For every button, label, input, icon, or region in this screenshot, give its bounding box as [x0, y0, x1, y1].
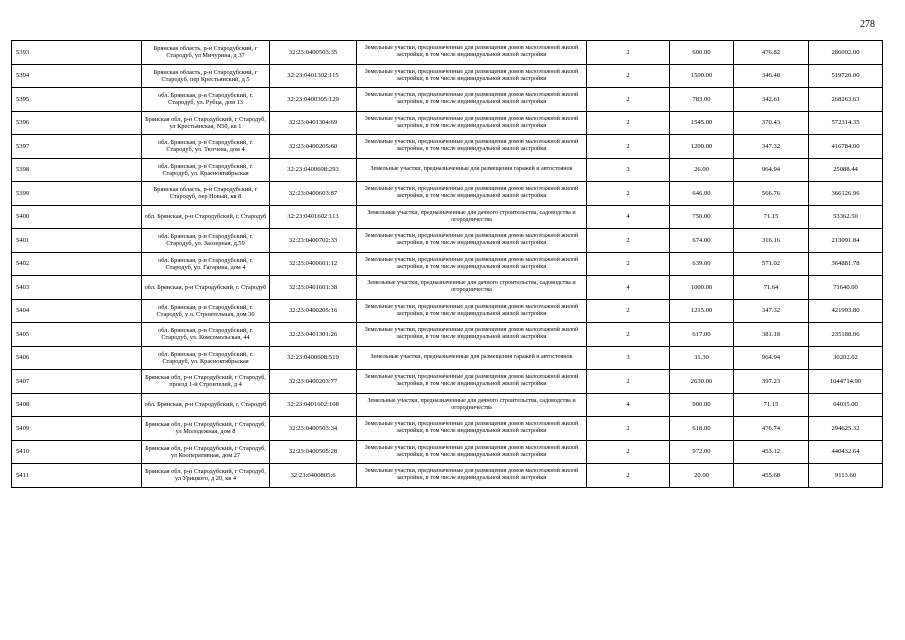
cadastral-number-cell: 32:23:0400601:12: [270, 252, 357, 276]
address-cell: обл. Брянская, р-н Стародубский, г. Стародуб, ул. Комсомольская, 44: [142, 323, 270, 347]
land-use-cell: Земельные участки, предназначенные для размещения домов малоэтажной жилой застройки, в том числе индивидуальной жилой застройки: [357, 182, 587, 206]
cadastral-value-cell: 294625.32: [809, 417, 883, 441]
use-group-cell: 2: [587, 252, 670, 276]
use-group-cell: 3: [587, 346, 670, 370]
use-group-cell: 4: [587, 276, 670, 300]
specific-value-cell: 964.94: [734, 346, 809, 370]
cadastral-value-cell: 53362.50: [809, 205, 883, 229]
record-number-cell: 5400: [12, 205, 142, 229]
use-group-cell: 2: [587, 440, 670, 464]
use-group-cell: 2: [587, 299, 670, 323]
table-row: [12, 417, 883, 441]
specific-value-cell: 476.74: [734, 417, 809, 441]
address-cell: Брянская обл, р-н Стародубский, г Стародуб, ул Кооперативная, дом 27: [142, 440, 270, 464]
address-cell: обл. Брянская, р-н Стародубский, г. Стародуб, ул. Тютчева, дом 4: [142, 135, 270, 159]
table-row: [12, 205, 883, 229]
area-cell: 617.00: [670, 323, 734, 347]
cadastral-number-cell: 32:23:0400505:28: [270, 440, 357, 464]
cadastral-number-cell: 32:23:0400702:33: [270, 229, 357, 253]
table-row: [12, 299, 883, 323]
address-cell: Брянская область, р-н Стародубский, г Стародуб, пер Новый, кв 8: [142, 182, 270, 206]
area-cell: 646.00: [670, 182, 734, 206]
record-number-cell: 5402: [12, 252, 142, 276]
land-use-cell: Земельные участки, предназначенные для размещения домов малоэтажной жилой застройки, в том числе индивидуальной жилой застройки: [357, 88, 587, 112]
cadastral-number-cell: 32:23:0400205:60: [270, 135, 357, 159]
table-row: [12, 88, 883, 112]
area-cell: 783.00: [670, 88, 734, 112]
address-cell: Брянская обл, р-н Стародубский, г Стародуб, ул Молодежная, дом 8: [142, 417, 270, 441]
area-cell: 1000.00: [670, 276, 734, 300]
area-cell: 674.00: [670, 229, 734, 253]
land-use-cell: Земельные участки, предназначенные для размещения домов малоэтажной жилой застройки, в том числе индивидуальной жилой застройки: [357, 464, 587, 488]
cadastral-value-cell: 268263.63: [809, 88, 883, 112]
specific-value-cell: 381.18: [734, 323, 809, 347]
record-number-cell: 5411: [12, 464, 142, 488]
use-group-cell: 2: [587, 64, 670, 88]
record-number-cell: 5393: [12, 41, 142, 65]
table-row: [12, 229, 883, 253]
land-use-cell: Земельные участки, предназначенные для дачного строительства, садоводства и огородничества: [357, 276, 587, 300]
specific-value-cell: 71.64: [734, 276, 809, 300]
record-number-cell: 5404: [12, 299, 142, 323]
address-cell: Брянская обл, р-н Стародубский, г Стародуб, проезд 1-й Строителей, д 4: [142, 370, 270, 394]
specific-value-cell: 316.16: [734, 229, 809, 253]
use-group-cell: 2: [587, 88, 670, 112]
record-number-cell: 5397: [12, 135, 142, 159]
area-cell: 600.00: [670, 41, 734, 65]
area-cell: 639.00: [670, 252, 734, 276]
use-group-cell: 2: [587, 111, 670, 135]
record-number-cell: 5408: [12, 393, 142, 417]
cadastral-value-cell: 30202.62: [809, 346, 883, 370]
specific-value-cell: 71.15: [734, 205, 809, 229]
specific-value-cell: 566.76: [734, 182, 809, 206]
record-number-cell: 5409: [12, 417, 142, 441]
land-use-cell: Земельные участки, предназначенные для размещения домов малоэтажной жилой застройки, в том числе индивидуальной жилой застройки: [357, 299, 587, 323]
area-cell: 1215.00: [670, 299, 734, 323]
area-cell: 20.00: [670, 464, 734, 488]
use-group-cell: 2: [587, 370, 670, 394]
land-use-cell: Земельные участки, предназначенные для размещения домов малоэтажной жилой застройки, в том числе индивидуальной жилой застройки: [357, 111, 587, 135]
record-number-cell: 5399: [12, 182, 142, 206]
land-use-cell: Земельные участки, предназначенные для размещения домов малоэтажной жилой застройки, в том числе индивидуальной жилой застройки: [357, 417, 587, 441]
address-cell: Брянская обл, р-н Стародубский, г Стародуб, ул Урицкого, д 20, кв 4: [142, 464, 270, 488]
specific-value-cell: 71.15: [734, 393, 809, 417]
cadastral-value-cell: 519720.00: [809, 64, 883, 88]
address-cell: обл. Брянская, р-н Стародубский, г. Стародуб, ул. Заозерная, д.59: [142, 229, 270, 253]
use-group-cell: 4: [587, 205, 670, 229]
land-use-cell: Земельные участки, предназначенные для размещения домов малоэтажной жилой застройки, в том числе индивидуальной жилой застройки: [357, 370, 587, 394]
cadastral-value-cell: 286092.00: [809, 41, 883, 65]
cadastral-value-cell: 64035.00: [809, 393, 883, 417]
address-cell: Брянская область, р-н Стародубский, г Стародуб, ул Мичурина, д 37: [142, 41, 270, 65]
land-use-cell: Земельные участки, предназначенные для размещения домов малоэтажной жилой застройки, в том числе индивидуальной жилой застройки: [357, 135, 587, 159]
record-number-cell: 5396: [12, 111, 142, 135]
cadastral-number-cell: 32:23:0400203:77: [270, 370, 357, 394]
address-cell: обл. Брянская, р-н Стародубский, г. Стародуб: [142, 393, 270, 417]
address-cell: обл. Брянская, р-н Стародубский, г. Стародуб, у л. Строительная, дом 30: [142, 299, 270, 323]
cadastral-value-cell: 364881.78: [809, 252, 883, 276]
page-number: 278: [860, 19, 875, 30]
specific-value-cell: 347.32: [734, 299, 809, 323]
land-use-cell: Земельные участки, предназначенные для размещения домов малоэтажной жилой застройки, в том числе индивидуальной жилой застройки: [357, 440, 587, 464]
land-use-cell: Земельные участки, предназначенные для размещения гаражей и автостоянок: [357, 158, 587, 182]
specific-value-cell: 346.48: [734, 64, 809, 88]
table-row: [12, 182, 883, 206]
cadastral-value-cell: 9113.60: [809, 464, 883, 488]
record-number-cell: 5401: [12, 229, 142, 253]
table-row: [12, 158, 883, 182]
cadastral-value-cell: 71640.00: [809, 276, 883, 300]
area-cell: 618.00: [670, 417, 734, 441]
table-row: [12, 135, 883, 159]
address-cell: обл. Брянская, р-н Стародубский, г. Стародуб, ул. Красноктябрьская: [142, 158, 270, 182]
cadastral-number-cell: 32:23:0400603:87: [270, 182, 357, 206]
specific-value-cell: 571.02: [734, 252, 809, 276]
cadastral-number-cell: 32:23:0400503:34: [270, 417, 357, 441]
cadastral-number-cell: 32:23:0400608:519: [270, 346, 357, 370]
land-use-cell: Земельные участки, предназначенные для дачного строительства, садоводства и огородничества: [357, 393, 587, 417]
address-cell: обл. Брянская, р-н Стародубский, г. Стародуб, ул. Красноктябрьская: [142, 346, 270, 370]
cadastral-number-cell: 32:23:0401601:38: [270, 276, 357, 300]
cadastral-value-cell: 25088.44: [809, 158, 883, 182]
cadastral-number-cell: 32:23:0400305:129: [270, 88, 357, 112]
use-group-cell: 2: [587, 323, 670, 347]
record-number-cell: 5394: [12, 64, 142, 88]
record-number-cell: 5398: [12, 158, 142, 182]
land-use-cell: Земельные участки, предназначенные для размещения домов малоэтажной жилой застройки, в том числе индивидуальной жилой застройки: [357, 64, 587, 88]
use-group-cell: 2: [587, 229, 670, 253]
record-number-cell: 5395: [12, 88, 142, 112]
address-cell: Брянская обл, р-н Стародубский, г Стародуб, ул Крестьянская, N50, кв 1: [142, 111, 270, 135]
cadastral-number-cell: 32:23:0401602:108: [270, 393, 357, 417]
table-row: [12, 323, 883, 347]
land-use-cell: Земельные участки, предназначенные для размещения домов малоэтажной жилой застройки, в том числе индивидуальной жилой застройки: [357, 323, 587, 347]
area-cell: 26.00: [670, 158, 734, 182]
area-cell: 750.00: [670, 205, 734, 229]
specific-value-cell: 342.61: [734, 88, 809, 112]
cadastral-value-cell: 416784.00: [809, 135, 883, 159]
land-use-cell: Земельные участки, предназначенные для размещения домов малоэтажной жилой застройки, в том числе индивидуальной жилой застройки: [357, 252, 587, 276]
table-row: [12, 440, 883, 464]
table-row: [12, 276, 883, 300]
specific-value-cell: 347.32: [734, 135, 809, 159]
land-use-cell: Земельные участки, предназначенные для дачного строительства, садоводства и огородничества: [357, 205, 587, 229]
address-cell: обл. Брянская, р-н Стародубский, г. Стародуб, ул. Рубца, дом 13: [142, 88, 270, 112]
land-use-cell: Земельные участки, предназначенные для размещения гаражей и автостоянок: [357, 346, 587, 370]
address-cell: Брянская область, р-н Стародубский, г Стародуб, пер Крестьянский, д 5: [142, 64, 270, 88]
use-group-cell: 4: [587, 393, 670, 417]
cadastral-value-cell: 572314.35: [809, 111, 883, 135]
cadastral-value-cell: 421993.80: [809, 299, 883, 323]
specific-value-cell: 476.82: [734, 41, 809, 65]
record-number-cell: 5405: [12, 323, 142, 347]
area-cell: 1500.00: [670, 64, 734, 88]
cadastral-number-cell: 32:23:0401301:26: [270, 323, 357, 347]
table-row: [12, 64, 883, 88]
table-row: [12, 252, 883, 276]
cadastral-value-cell: 366126.96: [809, 182, 883, 206]
table-row: [12, 464, 883, 488]
specific-value-cell: 370.43: [734, 111, 809, 135]
cadastral-registry-table: [11, 40, 883, 488]
use-group-cell: 2: [587, 135, 670, 159]
table-body: [12, 41, 883, 488]
table-row: [12, 41, 883, 65]
table-row: [12, 111, 883, 135]
cadastral-value-cell: 1044714.90: [809, 370, 883, 394]
cadastral-value-cell: 213091.84: [809, 229, 883, 253]
cadastral-number-cell: 32:23:0401302:115: [270, 64, 357, 88]
address-cell: обл. Брянская, р-н Стародубский, г. Стародуб, ул. Гагарина, дом 4: [142, 252, 270, 276]
cadastral-number-cell: 32:23:0400503:35: [270, 41, 357, 65]
specific-value-cell: 397.23: [734, 370, 809, 394]
area-cell: 1545.00: [670, 111, 734, 135]
land-use-cell: Земельные участки, предназначенные для размещения домов малоэтажной жилой застройки, в том числе индивидуальной жилой застройки: [357, 229, 587, 253]
specific-value-cell: 455.68: [734, 464, 809, 488]
land-use-cell: Земельные участки, предназначенные для размещения домов малоэтажной жилой застройки, в том числе индивидуальной жилой застройки: [357, 41, 587, 65]
record-number-cell: 5410: [12, 440, 142, 464]
cadastral-value-cell: 235188.06: [809, 323, 883, 347]
use-group-cell: 2: [587, 417, 670, 441]
use-group-cell: 2: [587, 464, 670, 488]
cadastral-number-cell: 32:23:0400205:16: [270, 299, 357, 323]
area-cell: 31.30: [670, 346, 734, 370]
cadastral-number-cell: 32:23:0401304:69: [270, 111, 357, 135]
record-number-cell: 5406: [12, 346, 142, 370]
use-group-cell: 2: [587, 41, 670, 65]
table-row: [12, 346, 883, 370]
area-cell: 900.00: [670, 393, 734, 417]
cadastral-number-cell: 32:23:0401602:113: [270, 205, 357, 229]
use-group-cell: 3: [587, 158, 670, 182]
specific-value-cell: 453.12: [734, 440, 809, 464]
record-number-cell: 5403: [12, 276, 142, 300]
area-cell: 972.00: [670, 440, 734, 464]
cadastral-number-cell: 32:23:0400805:6: [270, 464, 357, 488]
address-cell: обл. Брянская, р-н Стародубский, г. Стародуб: [142, 205, 270, 229]
address-cell: обл. Брянская, р-н Стародубский, г. Стародуб: [142, 276, 270, 300]
specific-value-cell: 964.94: [734, 158, 809, 182]
table-row: [12, 393, 883, 417]
table-row: [12, 370, 883, 394]
use-group-cell: 2: [587, 182, 670, 206]
area-cell: 2630.00: [670, 370, 734, 394]
cadastral-number-cell: 32:23:0400608:293: [270, 158, 357, 182]
record-number-cell: 5407: [12, 370, 142, 394]
area-cell: 1200.00: [670, 135, 734, 159]
cadastral-value-cell: 440432.64: [809, 440, 883, 464]
